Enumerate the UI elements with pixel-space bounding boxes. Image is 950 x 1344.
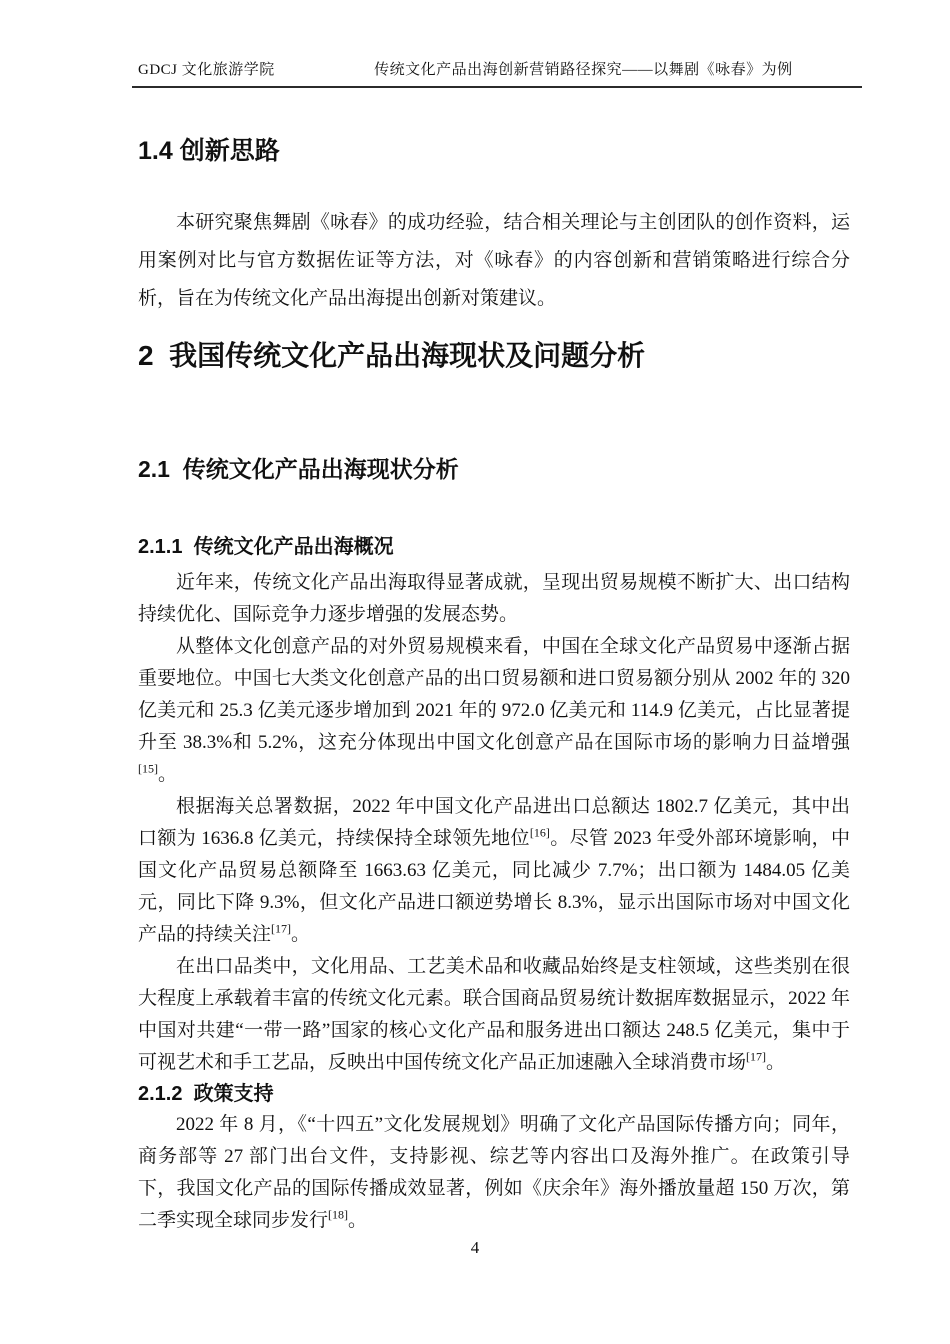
paragraph-research-approach: 本研究聚焦舞剧《咏春》的成功经验，结合相关理论与主创团队的创作资料，运用案例对比与官方数据佐证等方法，对《咏春》的内容创新和营销策略进行综合分析，旨在为传统文化产品出海提出创新对策建议。 bbox=[138, 212, 850, 309]
page-body bbox=[138, 116, 850, 1237]
header-running-title: 传统文化产品出海创新营销路径探究——以舞剧《咏春》为例 bbox=[374, 62, 793, 78]
header-institution: GDCJ 文化旅游学院 bbox=[138, 62, 275, 78]
paragraph-customs-data: 根据海关总署数据，2022 年中国文化产品进出口总额达 1802.7 亿美元，其中出口额为 1636.8 亿美元，持续保持全球领先地位[16]。尽管 2023 年受外部环境影响，中国文化产品贸易总额降至 1663.63 亿美元，同比减少 7.7%；出口额为 1484.05 亿美元，同比下降 9.3%，但文化产品进口额逆势增长 8.3%，显示出国际市场对中国文化产品的持续关注[17]。 bbox=[138, 796, 850, 945]
citation-marker: [15] bbox=[138, 761, 158, 776]
heading-2-1-1: 2.1.1 传统文化产品出海概况 bbox=[138, 536, 394, 558]
paragraph-export-categories: 在出口品类中，文化用品、工艺美术品和收藏品始终是支柱领域，这些类别在很大程度上承载着丰富的传统文化元素。联合国商品贸易统计数据库数据显示，2022 年中国对共建“一带一路”国家的核心文化产品和服务进出口额达 248.5 亿美元，集中于可视艺术和手工艺品，反映出中国传统文化产品正加速融入全球消费市场[17]。 bbox=[138, 956, 850, 1073]
paragraph-policy-support: 2022 年 8 月，《“十四五”文化发展规划》明确了文化产品国际传播方向；同年，商务部等 27 部门出台文件，支持影视、综艺等内容出口及海外推广。在政策引导下，我国文化产品的国际传播成效显著，例如《庆余年》海外播放量超 150 万次，第二季实现全球同步发行[18]。 bbox=[138, 1114, 850, 1231]
page-number: 4 bbox=[470, 1238, 480, 1257]
heading-chapter-2: 2 我国传统文化产品出海现状及问题分析 bbox=[138, 340, 646, 371]
heading-2-1: 2.1 传统文化产品出海现状分析 bbox=[138, 456, 459, 482]
citation-marker: [18] bbox=[328, 1207, 349, 1222]
citation-marker: [16] bbox=[529, 825, 550, 840]
page-header bbox=[132, 58, 862, 88]
paragraph-overview-intro: 近年来，传统文化产品出海取得显著成就，呈现出贸易规模不断扩大、出口结构持续优化、国际竞争力逐步增强的发展态势。 bbox=[138, 572, 850, 625]
heading-1-4: 1.4 创新思路 bbox=[138, 137, 280, 165]
paragraph-trade-scale: 从整体文化创意产品的对外贸易规模来看，中国在全球文化产品贸易中逐渐占据重要地位。中国七大类文化创意产品的出口贸易额和进口贸易额分别从 2002 年的 320 亿美元和 25.3 亿美元逐步增加到 2021 年的 972.0 亿美元和 114.9 亿美元，占比显著提升至 38.3%和 5.2%，这充分体现出中国文化创意产品在国际市场的影响力日益增强[15]。 bbox=[138, 636, 850, 785]
citation-marker: [17] bbox=[746, 1049, 767, 1064]
citation-marker: [17] bbox=[271, 921, 292, 936]
heading-2-1-2: 2.1.2 政策支持 bbox=[138, 1083, 274, 1105]
